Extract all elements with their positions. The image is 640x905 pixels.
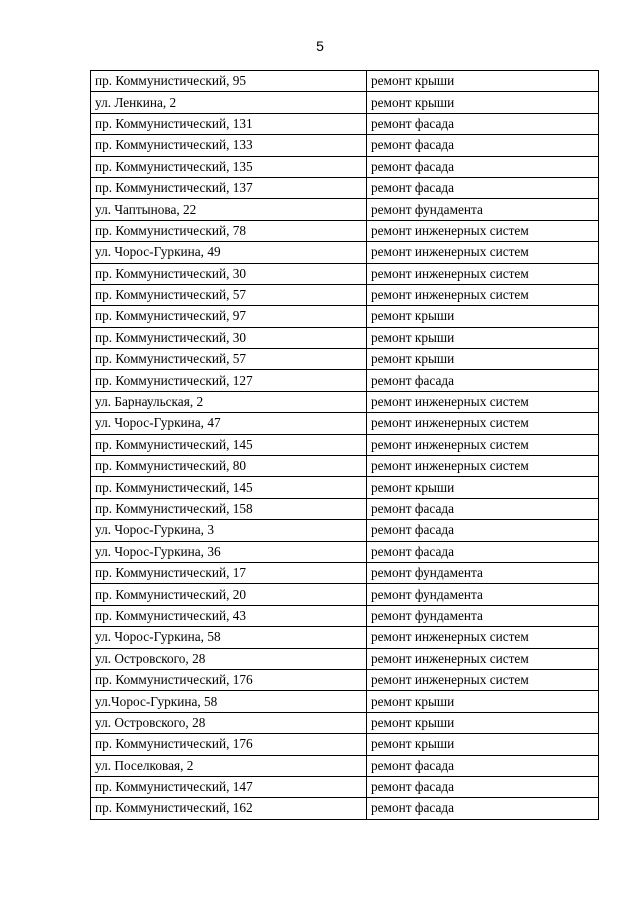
work-type-cell: ремонт фундамента (367, 584, 599, 605)
address-cell: пр. Коммунистический, 158 (91, 498, 367, 519)
work-type-cell: ремонт инженерных систем (367, 413, 599, 434)
table-row (91, 284, 599, 305)
work-type-cell: ремонт крыши (367, 92, 599, 113)
address-cell: ул. Чорос-Гуркина, 49 (91, 242, 367, 263)
work-type-cell: ремонт инженерных систем (367, 284, 599, 305)
work-type-cell: ремонт фасада (367, 541, 599, 562)
work-type-cell: ремонт инженерных систем (367, 434, 599, 455)
address-cell: ул. Ленкина, 2 (91, 92, 367, 113)
page-number: 5 (316, 38, 324, 54)
repair-works-table (90, 70, 599, 820)
address-cell: ул. Чаптынова, 22 (91, 199, 367, 220)
work-type-cell: ремонт крыши (367, 691, 599, 712)
address-cell: пр. Коммунистический, 137 (91, 177, 367, 198)
table-row (91, 712, 599, 733)
table-row (91, 755, 599, 776)
table-row (91, 776, 599, 797)
address-cell: пр. Коммунистический, 176 (91, 669, 367, 690)
work-type-cell: ремонт фасада (367, 113, 599, 134)
work-type-cell: ремонт крыши (367, 327, 599, 348)
address-cell: пр. Коммунистический, 43 (91, 605, 367, 626)
table-row (91, 370, 599, 391)
table-row (91, 242, 599, 263)
table-row (91, 327, 599, 348)
address-cell: пр. Коммунистический, 127 (91, 370, 367, 391)
work-type-cell: ремонт фасада (367, 135, 599, 156)
table-row (91, 349, 599, 370)
address-cell: пр. Коммунистический, 131 (91, 113, 367, 134)
work-type-cell: ремонт инженерных систем (367, 263, 599, 284)
address-cell: ул. Барнаульская, 2 (91, 391, 367, 412)
table-row (91, 434, 599, 455)
work-type-cell: ремонт крыши (367, 734, 599, 755)
table-row (91, 520, 599, 541)
address-cell: пр. Коммунистический, 20 (91, 584, 367, 605)
address-cell: ул. Чорос-Гуркина, 47 (91, 413, 367, 434)
address-cell: пр. Коммунистический, 30 (91, 327, 367, 348)
work-type-cell: ремонт фасада (367, 520, 599, 541)
address-cell: пр. Коммунистический, 147 (91, 776, 367, 797)
work-type-cell: ремонт фасада (367, 798, 599, 819)
work-type-cell: ремонт инженерных систем (367, 242, 599, 263)
table-row (91, 584, 599, 605)
table-row (91, 71, 599, 92)
table-row (91, 413, 599, 434)
table-row (91, 306, 599, 327)
address-cell: пр. Коммунистический, 133 (91, 135, 367, 156)
address-cell: пр. Коммунистический, 135 (91, 156, 367, 177)
address-cell: пр. Коммунистический, 57 (91, 284, 367, 305)
work-type-cell: ремонт фасада (367, 177, 599, 198)
address-cell: пр. Коммунистический, 145 (91, 477, 367, 498)
table-row (91, 669, 599, 690)
table-row (91, 541, 599, 562)
work-type-cell: ремонт фундамента (367, 562, 599, 583)
work-type-cell: ремонт фасада (367, 755, 599, 776)
table-row (91, 113, 599, 134)
work-type-cell: ремонт крыши (367, 306, 599, 327)
work-type-cell: ремонт фасада (367, 498, 599, 519)
table-row (91, 498, 599, 519)
table-row (91, 263, 599, 284)
table-row (91, 477, 599, 498)
work-type-cell: ремонт крыши (367, 477, 599, 498)
table-row (91, 156, 599, 177)
work-type-cell: ремонт инженерных систем (367, 648, 599, 669)
address-cell: ул. Островского, 28 (91, 712, 367, 733)
table-row (91, 135, 599, 156)
work-type-cell: ремонт фундамента (367, 605, 599, 626)
address-cell: пр. Коммунистический, 145 (91, 434, 367, 455)
table-row (91, 199, 599, 220)
table-row (91, 220, 599, 241)
address-cell: пр. Коммунистический, 17 (91, 562, 367, 583)
address-cell: пр. Коммунистический, 162 (91, 798, 367, 819)
address-cell: ул. Чорос-Гуркина, 3 (91, 520, 367, 541)
table-row (91, 456, 599, 477)
work-type-cell: ремонт фундамента (367, 199, 599, 220)
table-row (91, 562, 599, 583)
work-type-cell: ремонт крыши (367, 349, 599, 370)
address-cell: ул. Чорос-Гуркина, 36 (91, 541, 367, 562)
address-cell: пр. Коммунистический, 80 (91, 456, 367, 477)
address-cell: пр. Коммунистический, 78 (91, 220, 367, 241)
address-cell: ул.Чорос-Гуркина, 58 (91, 691, 367, 712)
table-row (91, 391, 599, 412)
work-type-cell: ремонт крыши (367, 712, 599, 733)
work-type-cell: ремонт крыши (367, 71, 599, 92)
table-row (91, 92, 599, 113)
work-type-cell: ремонт инженерных систем (367, 627, 599, 648)
address-cell: ул. Островского, 28 (91, 648, 367, 669)
work-type-cell: ремонт инженерных систем (367, 669, 599, 690)
address-cell: пр. Коммунистический, 176 (91, 734, 367, 755)
work-type-cell: ремонт фасада (367, 156, 599, 177)
table-row (91, 691, 599, 712)
work-type-cell: ремонт фасада (367, 776, 599, 797)
table-row (91, 177, 599, 198)
address-cell: пр. Коммунистический, 57 (91, 349, 367, 370)
table-row (91, 734, 599, 755)
work-type-cell: ремонт инженерных систем (367, 220, 599, 241)
work-type-cell: ремонт инженерных систем (367, 391, 599, 412)
table-row (91, 648, 599, 669)
table-row (91, 627, 599, 648)
work-type-cell: ремонт фасада (367, 370, 599, 391)
table-row (91, 605, 599, 626)
address-cell: ул. Поселковая, 2 (91, 755, 367, 776)
table-row (91, 798, 599, 819)
work-type-cell: ремонт инженерных систем (367, 456, 599, 477)
table-body (91, 71, 599, 820)
address-cell: пр. Коммунистический, 95 (91, 71, 367, 92)
address-cell: ул. Чорос-Гуркина, 58 (91, 627, 367, 648)
address-cell: пр. Коммунистический, 97 (91, 306, 367, 327)
address-cell: пр. Коммунистический, 30 (91, 263, 367, 284)
